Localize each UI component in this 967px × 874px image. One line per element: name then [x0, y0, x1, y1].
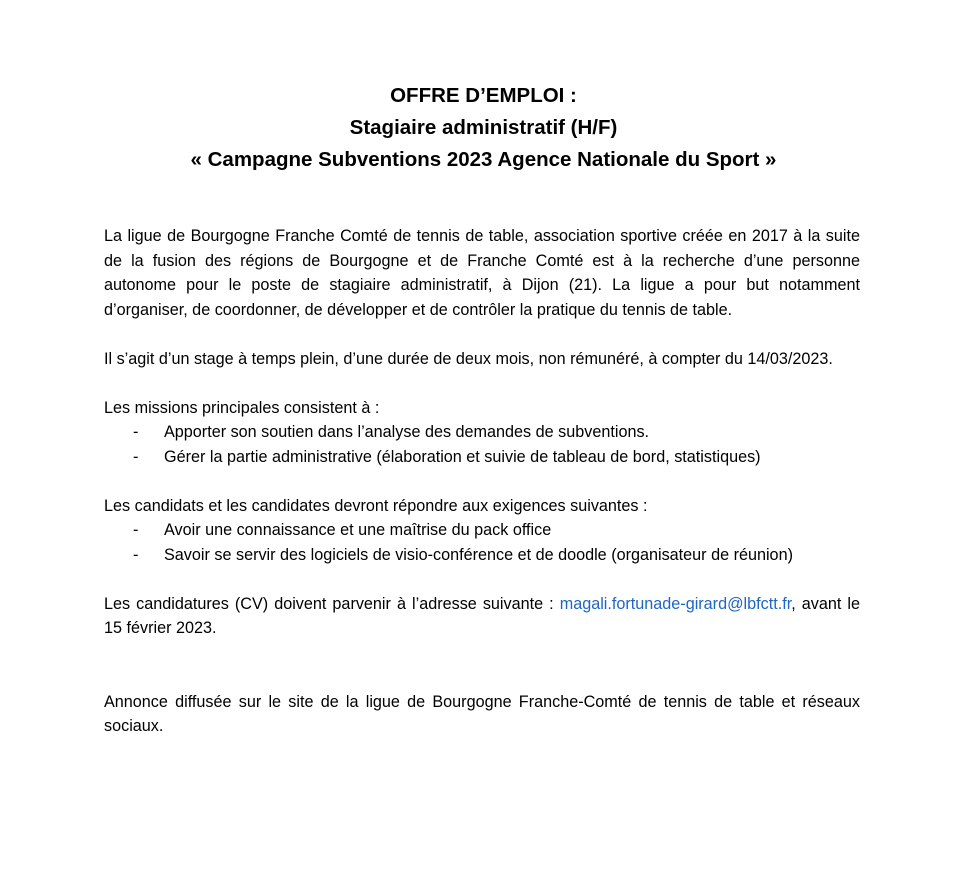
header-offer-label: OFFRE D’EMPLOI :	[390, 84, 577, 107]
missions-section	[104, 396, 860, 470]
mission-item-text: Gérer la partie administrative (élaboration et suivie de tableau de bord, statistiques)	[164, 447, 761, 466]
document-body	[104, 224, 860, 739]
application-text-before: Les candidatures (CV) doivent parvenir à l’adresse suivante :	[104, 594, 560, 613]
requirements-section	[104, 494, 860, 568]
job-offer-header	[0, 80, 967, 176]
list-item	[104, 518, 860, 543]
requirements-title: Les candidats et les candidates devront répondre aux exigences suivantes :	[104, 496, 648, 515]
mission-item-text: Apporter son soutien dans l’analyse des demandes de subventions.	[164, 423, 650, 441]
dash-bullet-icon: -	[133, 447, 139, 466]
requirement-item-text: Avoir une connaissance et une maîtrise du pack office	[164, 521, 552, 539]
footer-paragraph: Annonce diffusée sur le site de la ligue de Bourgogne Franche-Comté de tennis de table et réseaux sociaux.	[104, 692, 860, 735]
application-paragraph	[104, 592, 860, 641]
requirement-item-text: Savoir se servir des logiciels de visio-conférence et de doodle (organisateur de réunion)	[164, 545, 793, 564]
header-position-title: Stagiaire administratif (H/F)	[349, 116, 618, 139]
dash-bullet-icon: -	[133, 545, 139, 564]
requirements-list	[104, 518, 860, 567]
dash-bullet-icon: -	[133, 521, 139, 539]
stage-paragraph: Il s’agit d’un stage à temps plein, d’une durée de deux mois, non rémunéré, à compter du 14/03/2023.	[104, 349, 833, 368]
list-item	[104, 543, 860, 568]
list-item	[104, 445, 860, 470]
application-text-after: , avant le 15 février 2023.	[104, 594, 860, 637]
list-item	[104, 420, 860, 445]
intro-paragraph: La ligue de Bourgogne Franche Comté de tennis de table, association sportive créée en 2017 à la suite de la fusion des régions de Bourgogne et de Franche Comté est à la recherche d’une personne autonome pour le poste de stagiaire administratif, à Dijon (21). La ligue a pour but notamment d’organiser, de coordonner, de développer et de contrôler la pratique du tennis de table.	[104, 227, 860, 319]
missions-list	[104, 420, 860, 469]
header-campaign-title: « Campagne Subventions 2023 Agence Nationale du Sport »	[190, 148, 777, 171]
email-link[interactable]: magali.fortunade-girard@lbfctt.fr	[559, 594, 792, 613]
dash-bullet-icon: -	[133, 423, 139, 441]
missions-title: Les missions principales consistent à :	[104, 398, 380, 417]
